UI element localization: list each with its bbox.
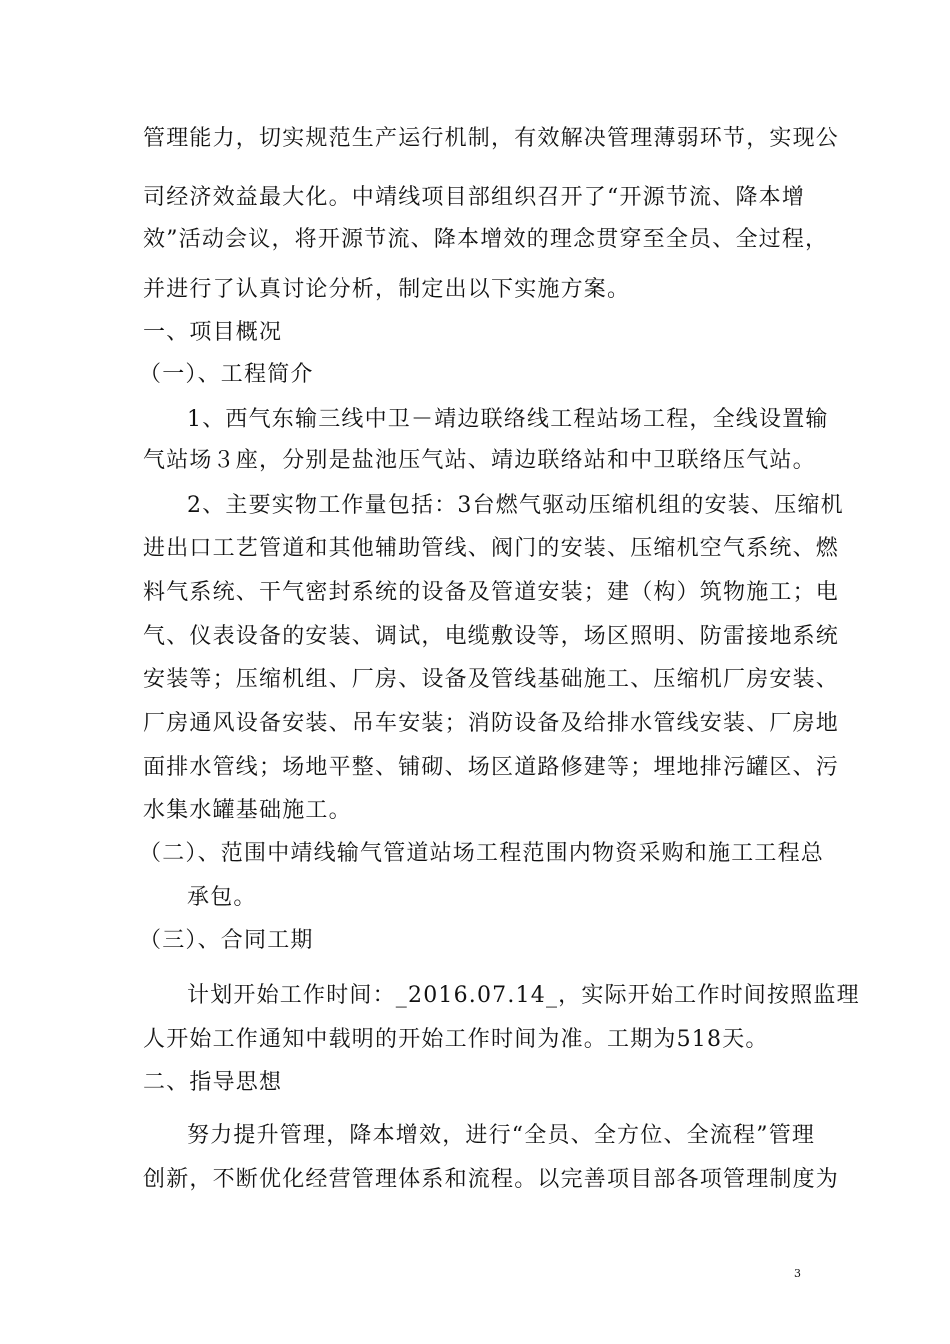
paragraph-line: 计划开始工作时间：_2016.07.14_，实际开始工作时间按照监理 bbox=[187, 983, 860, 1008]
paragraph-line: 管理能力，切实规范生产运行机制，有效解决管理薄弱环节，实现公 bbox=[143, 126, 840, 151]
subsection-heading: （二）、范围中靖线输气管道站场工程范围内物资采购和施工工程总 bbox=[139, 841, 825, 866]
section-heading: 二、指导思想 bbox=[143, 1070, 283, 1095]
paragraph-line: 料气系统、干气密封系统的设备及管道安装；建（构）筑物施工；电 bbox=[143, 580, 840, 605]
paragraph-line: 承包。 bbox=[187, 885, 257, 910]
paragraph-line: 创新，不断优化经营管理体系和流程。以完善项目部各项管理制度为 bbox=[143, 1167, 840, 1192]
paragraph-line: 2、主要实物工作量包括：3台燃气驱动压缩机组的安装、压缩机 bbox=[187, 493, 844, 518]
paragraph-line: 努力提升管理，降本增效，进行“全员、全方位、全流程”管理 bbox=[187, 1123, 816, 1148]
paragraph-line: 人开始工作通知中载明的开始工作时间为准。工期为518天。 bbox=[143, 1027, 769, 1052]
paragraph-line: 1、西气东输三线中卫－靖边联络线工程站场工程，全线设置输 bbox=[187, 407, 829, 432]
section-heading: 一、项目概况 bbox=[143, 320, 283, 345]
paragraph-line: 并进行了认真讨论分析，制定出以下实施方案。 bbox=[143, 277, 631, 302]
subsection-heading: （三）、合同工期 bbox=[139, 928, 314, 953]
paragraph-line: 进出口工艺管道和其他辅助管线、阀门的安装、压缩机空气系统、燃 bbox=[143, 536, 840, 561]
subsection-heading: （一）、工程简介 bbox=[139, 362, 314, 387]
paragraph-line: 气、仪表设备的安装、调试，电缆敷设等，场区照明、防雷接地系统 bbox=[143, 624, 840, 649]
paragraph-line: 效”活动会议，将开源节流、降本增效的理念贯穿至全员、全过程， bbox=[143, 227, 829, 252]
page-number: 3 bbox=[794, 1267, 801, 1280]
paragraph-line: 面排水管线；场地平整、铺砌、场区道路修建等；埋地排污罐区、污 bbox=[143, 755, 840, 780]
paragraph-line: 厂房通风设备安装、吊车安装；消防设备及给排水管线安装、厂房地 bbox=[143, 711, 840, 736]
paragraph-line: 气站场３座，分别是盐池压气站、靖边联络站和中卫联络压气站。 bbox=[143, 448, 816, 473]
paragraph-line: 安装等；压缩机组、厂房、设备及管线基础施工、压缩机厂房安装、 bbox=[143, 667, 840, 692]
paragraph-line: 司经济效益最大化。中靖线项目部组织召开了“开源节流、降本增 bbox=[143, 185, 806, 210]
paragraph-line: 水集水罐基础施工。 bbox=[143, 798, 352, 823]
